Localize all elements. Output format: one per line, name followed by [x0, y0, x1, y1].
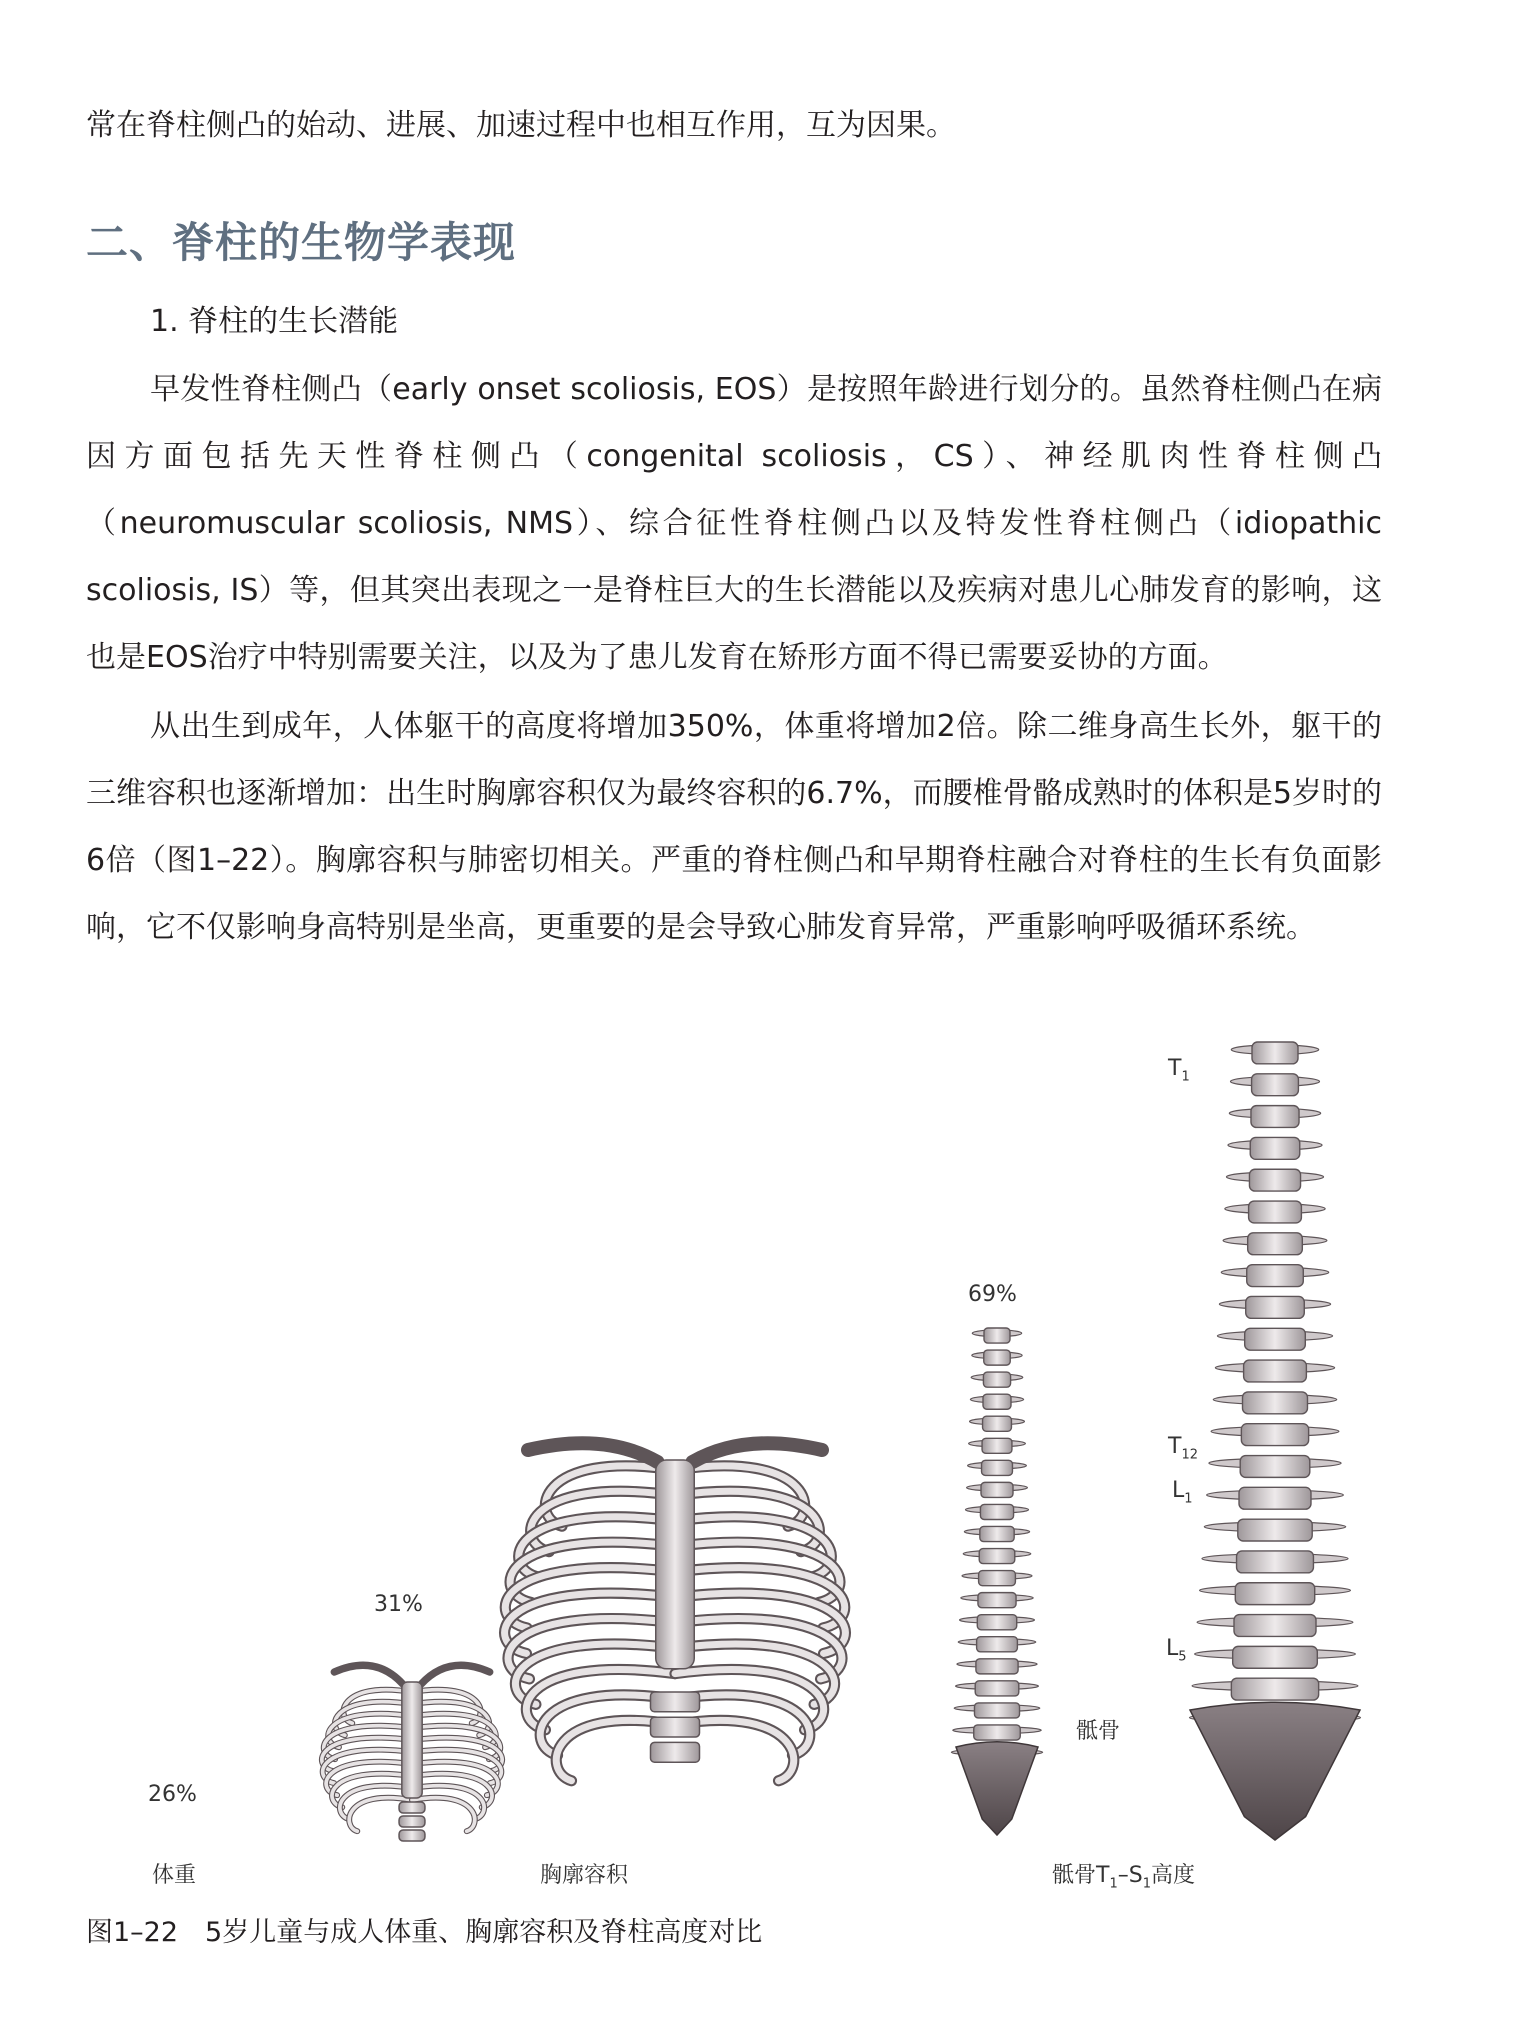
vertebra [1252, 1042, 1298, 1064]
vertebra [1231, 1678, 1318, 1700]
vertebra [651, 1717, 700, 1737]
figure-illustration [0, 1020, 1536, 1900]
vertebra [1246, 1296, 1305, 1318]
marker-l5: $L_5$ [1166, 1636, 1187, 1665]
vertebra [979, 1549, 1015, 1564]
vertebra [982, 1438, 1012, 1453]
rib [323, 1750, 412, 1784]
vertebra [983, 1416, 1012, 1431]
subsection-heading: 1. 脊柱的生长潜能 [150, 304, 399, 339]
vertebra [980, 1504, 1013, 1519]
paragraph-eos: 早发性脊柱侧凸（early onset scoliosis, EOS）是按照年龄进行划分的。虽然脊柱侧凸在病因方面包括先天性脊柱侧凸（congenital scoliosis，CS）、神经肌肉性脊柱侧凸（neuromuscular scoliosis, NMS）、综合征性脊柱侧凸以及特发性脊柱侧凸（idiopathic scoliosis, IS）等，但其突出表现之一是脊柱巨大的生长潜能以及疾病对患儿心肺发育的影响，这也是EOS治疗中特别需要关注，以及为了患儿发育在矫形方面不得已需要妥协的方面。 [86, 372, 1382, 675]
vertebra [977, 1637, 1018, 1652]
clavicle [334, 1665, 402, 1684]
clavicle [528, 1443, 658, 1462]
sacrum [1190, 1702, 1360, 1840]
vertebra [1250, 1137, 1300, 1159]
sacrum-label: 骶骨 [1076, 1719, 1121, 1744]
vertebra [1238, 1519, 1312, 1541]
adult-rib-cage [505, 1443, 846, 1780]
vertebra [974, 1725, 1021, 1740]
clavicle [693, 1443, 823, 1462]
marker-l1: $L_1$ [1172, 1478, 1193, 1507]
clavicle [421, 1665, 489, 1684]
figure-comparison [0, 1020, 1536, 1900]
vertebra [1234, 1615, 1316, 1637]
rib [326, 1762, 412, 1796]
vertebra [980, 1526, 1014, 1541]
marker-t1: $T_1$ [1168, 1056, 1190, 1085]
vertebra [1239, 1487, 1311, 1509]
vertebra [651, 1692, 700, 1712]
vertebra [984, 1350, 1010, 1365]
rib [412, 1762, 498, 1796]
vertebra [1249, 1169, 1300, 1191]
vertebra [1247, 1265, 1304, 1287]
vertebra [983, 1372, 1010, 1387]
vertebra [977, 1615, 1016, 1630]
vertebra [975, 1681, 1019, 1696]
vertebra [984, 1328, 1010, 1343]
vertebra [1249, 1201, 1302, 1223]
vertebra [399, 1830, 425, 1841]
vertebra [979, 1571, 1016, 1586]
vertebra [1248, 1233, 1303, 1255]
sacrum [956, 1742, 1038, 1835]
vertebra [1237, 1551, 1314, 1573]
vertebra [651, 1742, 700, 1762]
adult-spine [1190, 1042, 1361, 1840]
vertebra [1244, 1360, 1307, 1382]
vertebra [981, 1482, 1013, 1497]
spine-height-label: 骶骨$T_1-S_1$高度 [1052, 1863, 1195, 1892]
vertebra [1243, 1392, 1308, 1414]
rib [412, 1750, 501, 1784]
vertebra [1240, 1456, 1310, 1478]
sternum [656, 1460, 695, 1669]
weight-label: 体重 [152, 1863, 197, 1888]
vertebra [1245, 1328, 1306, 1350]
spine-percent-label: 69% [968, 1282, 1017, 1307]
vertebra [399, 1802, 425, 1813]
child-spine [951, 1328, 1042, 1835]
vertebra [982, 1460, 1013, 1475]
child-rib-cage [322, 1665, 502, 1841]
chest-volume-label: 胸廓容积 [540, 1863, 629, 1888]
paragraph-growth: 从出生到成年，人体躯干的高度将增加350%，体重将增加2倍。除二维身高生长外，躯干的三维容积也逐渐增加：出生时胸廓容积仅为最终容积的6.7%，而腰椎骨骼成熟时的体积是5岁时的6倍（图1–22）。胸廓容积与肺密切相关。严重的脊柱侧凸和早期脊柱融合对脊柱的生长有负面影响，它不仅影响身高特别是坐高，更重要的是会导致心肺发育异常，严重影响呼吸循环系统。 [86, 709, 1382, 945]
vertebra [1252, 1074, 1299, 1096]
vertebra [976, 1659, 1018, 1674]
marker-t12: $T_{12}$ [1168, 1434, 1198, 1463]
weight-percent-label: 26% [148, 1782, 197, 1807]
figure-caption: 图1–22 5岁儿童与成人体重、胸廓容积及脊柱高度对比 [86, 1917, 763, 1948]
section-heading: 二、脊柱的生物学表现 [86, 218, 517, 267]
chest-percent-label: 31% [374, 1592, 423, 1617]
paragraph-intro: 常在脊柱侧凸的始动、进展、加速过程中也相互作用，互为因果。 [86, 108, 956, 143]
sternum [402, 1682, 422, 1798]
vertebra [974, 1703, 1019, 1718]
vertebra [1241, 1424, 1308, 1446]
vertebra [1251, 1106, 1299, 1128]
vertebra [983, 1394, 1011, 1409]
vertebra [1235, 1583, 1314, 1605]
vertebra [978, 1593, 1016, 1608]
vertebra [1233, 1646, 1318, 1668]
vertebra [399, 1816, 425, 1827]
